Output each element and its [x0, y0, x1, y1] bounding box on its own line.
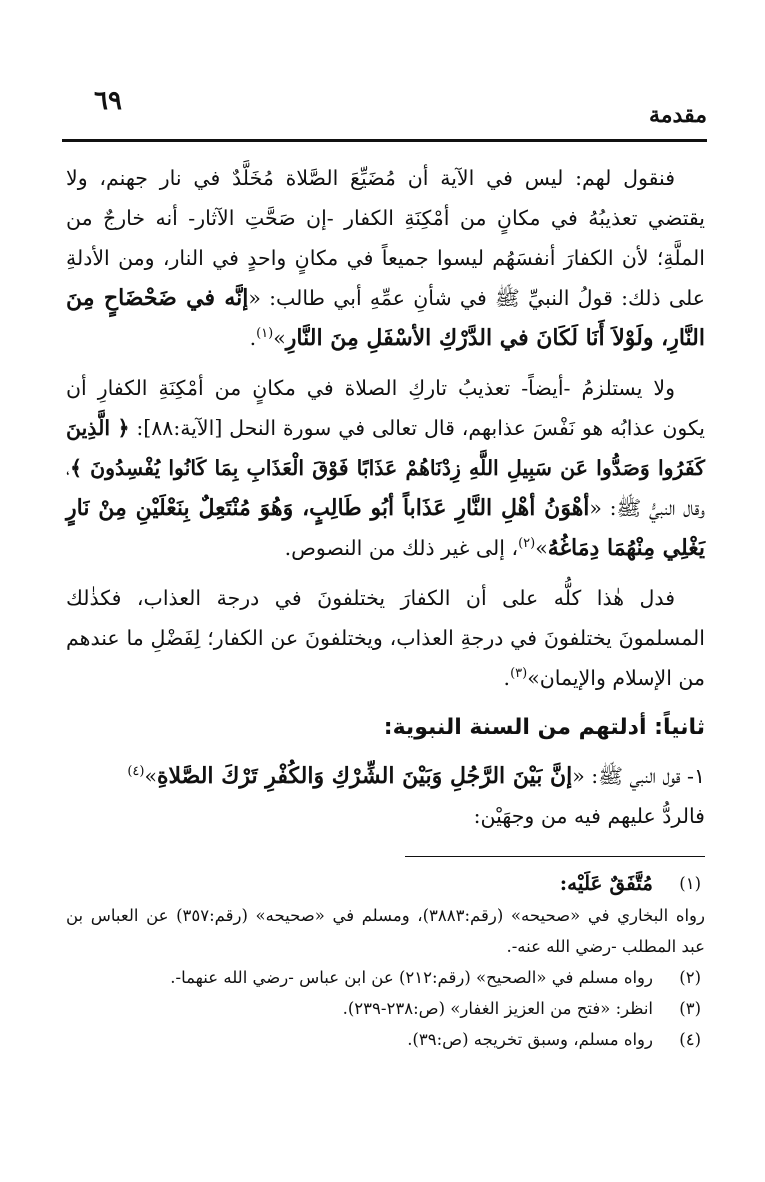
page-number: ٦٩: [94, 86, 122, 116]
hadith-quote-3: إنَّ بَيْنَ الرَّجُلِ وَبَيْنَ الشِّرْكِ وَالكُفْرِ تَرْكَ الصَّلاةِ: [157, 763, 573, 789]
footnote-text: انظر: «فتح من العزيز الغفار» (ص:٢٣٨-٢٣٩).: [342, 999, 653, 1018]
paragraph-1: [66, 158, 705, 358]
paragraph-2-text: ولا يستلزمُ -أيضاً- تعذيبُ تاركِ الصلاة في مكانٍ من أمْكِنَةِ الكفارِ أن يكون عذابُه هو نَفْسَ عذابهم، قال تعالى في سورة النحل [الآية:٨٨]:: [66, 376, 705, 440]
footnote-number: (١): [679, 874, 701, 893]
footnote-rule: [405, 856, 705, 857]
footnote-ref-1[interactable]: (١): [256, 326, 274, 342]
item-1-prefix: ١- قول النبي ﷺ: «: [572, 764, 705, 788]
main-text: [66, 158, 705, 846]
header-rule: [62, 139, 707, 142]
paragraph-2-mid: ، وقال النبيُّ ﷺ: «: [66, 456, 705, 520]
footnote-ref-3[interactable]: (٣): [510, 666, 528, 682]
quote-close-2: »: [535, 536, 548, 560]
footnote-2: [66, 962, 705, 993]
footnote-number: (٤): [679, 1030, 701, 1049]
paragraph-1-text: فنقول لهم: ليس في الآية أن مُضَيِّعَ الصَّلاة مُخَلَّدٌ في نار جهنم، ولا يقتضي تعذيبُهُ في مكانٍ من أمْكِنَةِ الكفار -إن صَحَّتِ الآثار- أنه خارجٌ من الملَّةِ؛ لأن الكفارَ أنفسَهُم ليسوا جميعاً في مكانٍ واحدٍ في النار، ومن الأدلةِ على ذلك: قولُ النبيِّ ﷺ في شأنِ عمِّهِ أبي طالب: «: [66, 166, 705, 310]
paragraph-3-text: فدل هٰذا كلُّه على أن الكفارَ يختلفونَ في درجة العذاب، فكذٰلك المسلمونَ يختلفونَ في درجةِ العذاب، ويختلفونَ عن الكفار؛ لِفَضْلِ ما عندهم من الإسلام والإيمان»: [66, 586, 705, 690]
footnote-1-text: رواه البخاري في «صحيحه» (رقم:٣٨٨٣)، ومسلم في «صحيحه» (رقم:٣٥٧) عن العباس بن عبد المطلب -رضي الله عنه-.: [66, 906, 705, 956]
paragraph-3: [66, 578, 705, 698]
footnote-4: [66, 1024, 705, 1055]
footnote-3: [66, 993, 705, 1024]
footnote-number: (٣): [679, 999, 701, 1018]
paragraph-2: [66, 368, 705, 568]
paragraph-2-end: ، إلى غير ذلك من النصوص.: [284, 536, 519, 560]
quote-close-1: »: [273, 326, 286, 350]
footnote-ref-2[interactable]: (٢): [518, 536, 536, 552]
item-1: [66, 756, 705, 836]
footnote-ref-4[interactable]: (٤): [127, 764, 145, 780]
page-header: [62, 82, 707, 134]
quran-verse: ﴿ الَّذِينَ كَفَرُوا وَصَدُّوا عَن سَبِيلِ اللَّهِ زِدْنَاهُمْ عَذَابًا فَوْقَ الْعَذَابِ بِمَا كَانُوا يُفْسِدُونَ ﴾: [66, 416, 705, 480]
chapter-title: مقدمة: [648, 102, 707, 128]
hadith-quote-2: أهْوَنُ أهْلِ النَّارِ عَذَاباً أبُو طَالِبٍ، وَهُوَ مُنْتَعِلٌ بِنَعْلَيْنِ مِنْ نَارٍ يَغْلِي مِنْهُمَا دِمَاغُهُ: [66, 495, 705, 561]
section-heading: ثانياً: أدلتهم من السنة النبوية:: [383, 715, 705, 740]
footnote-label: مُتَّفَقٌ عَلَيْه:: [559, 871, 653, 895]
footnote-1: [66, 868, 705, 900]
footnote-text: رواه مسلم في «الصحيح» (رقم:٢١٢) عن ابن عباس -رضي الله عنهما-.: [170, 968, 653, 987]
item-1-line-2: فالردُّ عليهم فيه من وجهَيْن:: [473, 804, 705, 828]
paragraph-1-end: .: [249, 326, 257, 350]
footnote-number: (٢): [679, 968, 701, 987]
footnote-text: رواه مسلم، وسبق تخريجه (ص:٣٩).: [407, 1030, 653, 1049]
quote-close-3: »: [144, 764, 157, 788]
footnotes: [66, 868, 705, 1055]
paragraph-3-end: .: [503, 666, 511, 690]
hadith-quote-1: إنَّه في ضَحْضَاحٍ مِنَ النَّارِ، ولَوْلاَ أَنَا لَكَانَ في الدَّرْكِ الأسْفَلِ مِنَ النَّارِ: [66, 285, 705, 351]
